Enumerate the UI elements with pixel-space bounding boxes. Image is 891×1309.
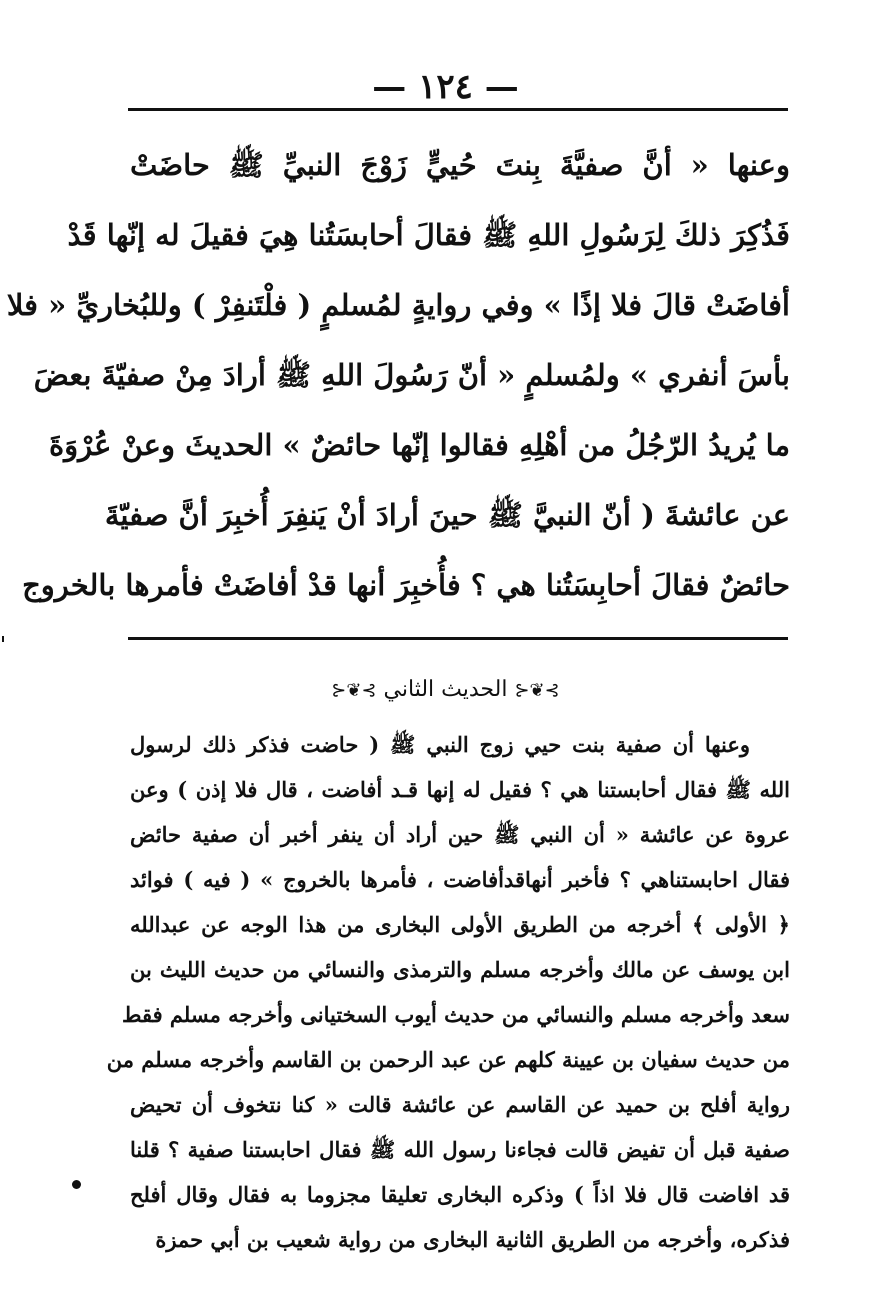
commentary-line: ﴿ الأولى ﴾ أخرجه من الطريق الأولى البخارى من هذا الوجه عن عبدالله bbox=[130, 912, 790, 937]
commentary-text bbox=[106, 722, 790, 1262]
page-number: — ١٢٤ — bbox=[372, 67, 519, 107]
hadith-line: عن عائشةَ ( أنّ النبيَّ ﷺ حينَ أرادَ أنْ يَنفِرَ أُخبِرَ أنَّ صفيّةَ bbox=[104, 498, 790, 532]
commentary-line: قد افاضت قال فلا اذاً ) وذكره البخارى تعليقا مجزوما به فقال وقال أفلح bbox=[130, 1182, 790, 1207]
hadith-line: حائضٌ فقالَ أحابِسَتُنا هي ؟ فأُخبِرَ أنها قدْ أفاضَتْ فأمرها بالخروج bbox=[22, 568, 790, 602]
ornament-icon: ⊱❦⊰ bbox=[514, 680, 560, 701]
hadith-line: أفاضَتْ قالَ فلا إذًا » وفي روايةٍ لمُسلمٍ ( فلْتَنفِرْ ) وللبُخاريِّ « فلا bbox=[6, 288, 790, 322]
section-heading bbox=[0, 668, 891, 713]
commentary-line: رواية أفلح بن حميد عن القاسم عن عائشة قالت « كنا نتخوف أن تحيض bbox=[130, 1092, 790, 1117]
commentary-line: صفية قبل أن تفيض قالت فجاءنا رسول الله ﷺ فقال احابستنا صفية ؟ قلنا bbox=[130, 1137, 790, 1162]
margin-dot-icon bbox=[72, 1180, 81, 1189]
hadith-line: بأسَ أنفري » ولمُسلمٍ « أنّ رَسُولَ اللهِ ﷺ أرادَ مِنْ صفيّةَ بعضَ bbox=[33, 358, 790, 392]
hadith-line: فَذُكِرَ ذلكَ لِرَسُولِ اللهِ ﷺ فقالَ أحابسَتُنا هِيَ فقيلَ له إنّها قَدْ bbox=[67, 218, 790, 252]
top-rule bbox=[128, 108, 788, 111]
hadith-text bbox=[6, 130, 790, 620]
section-heading-text: الحديث الثاني bbox=[383, 677, 508, 702]
commentary-line: سعد وأخرجه مسلم والنسائي من حديث أيوب السختيانى وأخرجه مسلم فقط bbox=[122, 1002, 790, 1027]
commentary-line: عروة عن عائشة « أن النبي ﷺ حين أراد أن ينفر أخبر أن صفية حائض bbox=[130, 822, 790, 847]
commentary-line: من حديث سفيان بن عيينة كلهم عن عبد الرحمن بن القاسم وأخرجه مسلم من bbox=[106, 1047, 790, 1072]
commentary-line: ابن يوسف عن مالك وأخرجه مسلم والترمذى والنسائي من حديث الليث بن bbox=[130, 957, 790, 982]
commentary-line: وعنها أن صفية بنت حيي زوج النبي ﷺ ( حاضت فذكر ذلك لرسول bbox=[130, 732, 750, 757]
hadith-line: ما يُريدُ الرّجُلُ من أهْلِهِ فقالوا إنّها حائضٌ » الحديثَ وعنْ عُرْوَةَ bbox=[48, 428, 790, 462]
hadith-line: وعنها « أنَّ صفيَّةَ بِنتَ حُييٍّ زَوْجَ النبيِّ ﷺ حاضَتْ bbox=[130, 148, 790, 182]
commentary-line: فذكره، وأخرجه من الطريق الثانية البخارى من رواية شعيب بن أبي حمزة bbox=[155, 1227, 790, 1252]
commentary-line: الله ﷺ فقال أحابستنا هي ؟ فقيل له إنها قـد أفاضت ، قال فلا إذن ) وعن bbox=[130, 777, 790, 802]
commentary-line: فقال احابستناهي ؟ فأخبر أنهاقدأفاضت ، فأمرها بالخروج » ( فيه ) فوائد bbox=[130, 867, 790, 892]
ornament-icon: ⊱❦⊰ bbox=[331, 680, 377, 701]
margin-mark bbox=[2, 636, 4, 642]
section-divider-rule bbox=[128, 637, 788, 640]
